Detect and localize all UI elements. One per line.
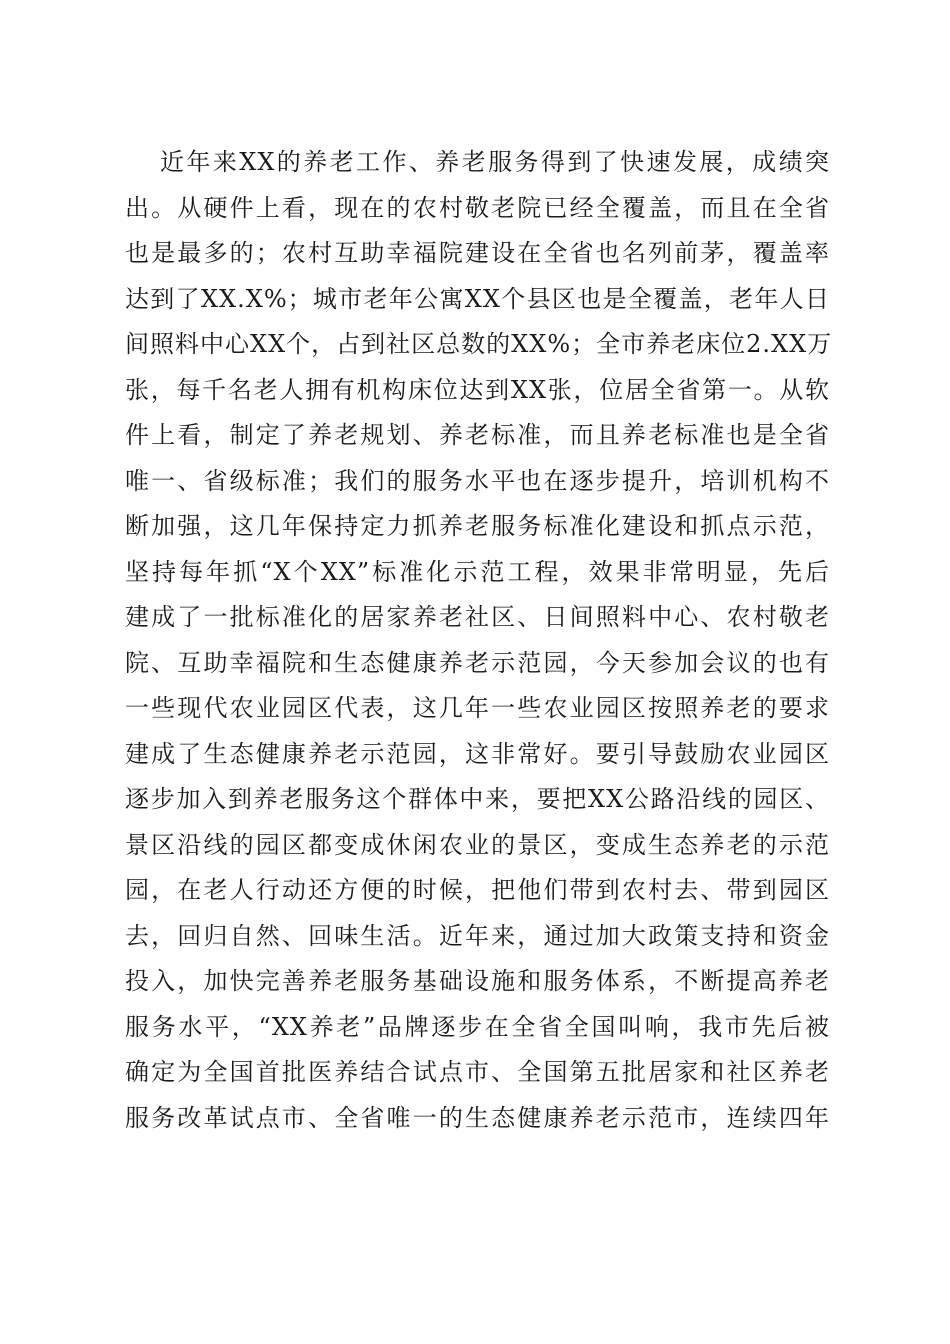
paragraph-line: 断加强，这几年保持定力抓养老服务标准化建设和抓点示范， bbox=[125, 512, 830, 540]
paragraph-line: 院、互助幸福院和生态健康养老示范园，今天参加会议的也有 bbox=[125, 648, 830, 677]
paragraph-line: 服务改革试点市、全省唯一的生态健康养老示范市，连续四年 bbox=[125, 1103, 830, 1132]
paragraph-line: 间照料中心XX个，占到社区总数的XX%；全市养老床位2.XX万 bbox=[125, 330, 833, 358]
paragraph-line: 逐步加入到养老服务这个群体中来，要把XX公路沿线的园区、 bbox=[125, 785, 830, 813]
paragraph-line: 张，每千名老人拥有机构床位达到XX张，位居全省第一。从软 bbox=[125, 375, 830, 404]
paragraph-line: 达到了XX.X%；城市老年公寓XX个县区也是全覆盖，老年人日 bbox=[125, 284, 830, 313]
paragraph-line: 也是最多的；农村互助幸福院建设在全省也名列前茅，覆盖率 bbox=[125, 239, 830, 267]
paragraph-line: 建成了一批标准化的居家养老社区、日间照料中心、农村敬老 bbox=[125, 603, 830, 631]
paragraph-line: 去，回归自然、回味生活。近年来，通过加大政策支持和资金 bbox=[125, 921, 830, 950]
paragraph-line: 建成了生态健康养老示范园，这非常好。要引导鼓励农业园区 bbox=[125, 739, 830, 768]
paragraph-line: 坚持每年抓“X个XX”标准化示范工程，效果非常明显，先后 bbox=[125, 557, 830, 586]
paragraph-line: 确定为全国首批医养结合试点市、全国第五批居家和社区养老 bbox=[125, 1058, 830, 1086]
paragraph-line: 园，在老人行动还方便的时候，把他们带到农村去、带到园区 bbox=[125, 876, 830, 904]
paragraph-line: 一些现代农业园区代表，这几年一些农业园区按照养老的要求 bbox=[125, 694, 830, 722]
paragraph-line: 近年来XX的养老工作、养老服务得到了快速发展，成绩突 bbox=[160, 148, 830, 176]
paragraph-line: 服务水平，“XX养老”品牌逐步在全省全国叫响，我市先后被 bbox=[125, 1012, 830, 1041]
paragraph-line: 唯一、省级标准；我们的服务水平也在逐步提升，培训机构不 bbox=[125, 466, 830, 495]
paragraph-line: 景区沿线的园区都变成休闲农业的景区，变成生态养老的示范 bbox=[125, 830, 830, 859]
paragraph-line: 件上看，制定了养老规划、养老标准，而且养老标准也是全省 bbox=[125, 421, 830, 449]
body-paragraph bbox=[125, 140, 833, 1141]
paragraph-line: 出。从硬件上看，现在的农村敬老院已经全覆盖，而且在全省 bbox=[125, 193, 830, 222]
paragraph-line: 投入，加快完善养老服务基础设施和服务体系，不断提高养老 bbox=[125, 967, 830, 995]
